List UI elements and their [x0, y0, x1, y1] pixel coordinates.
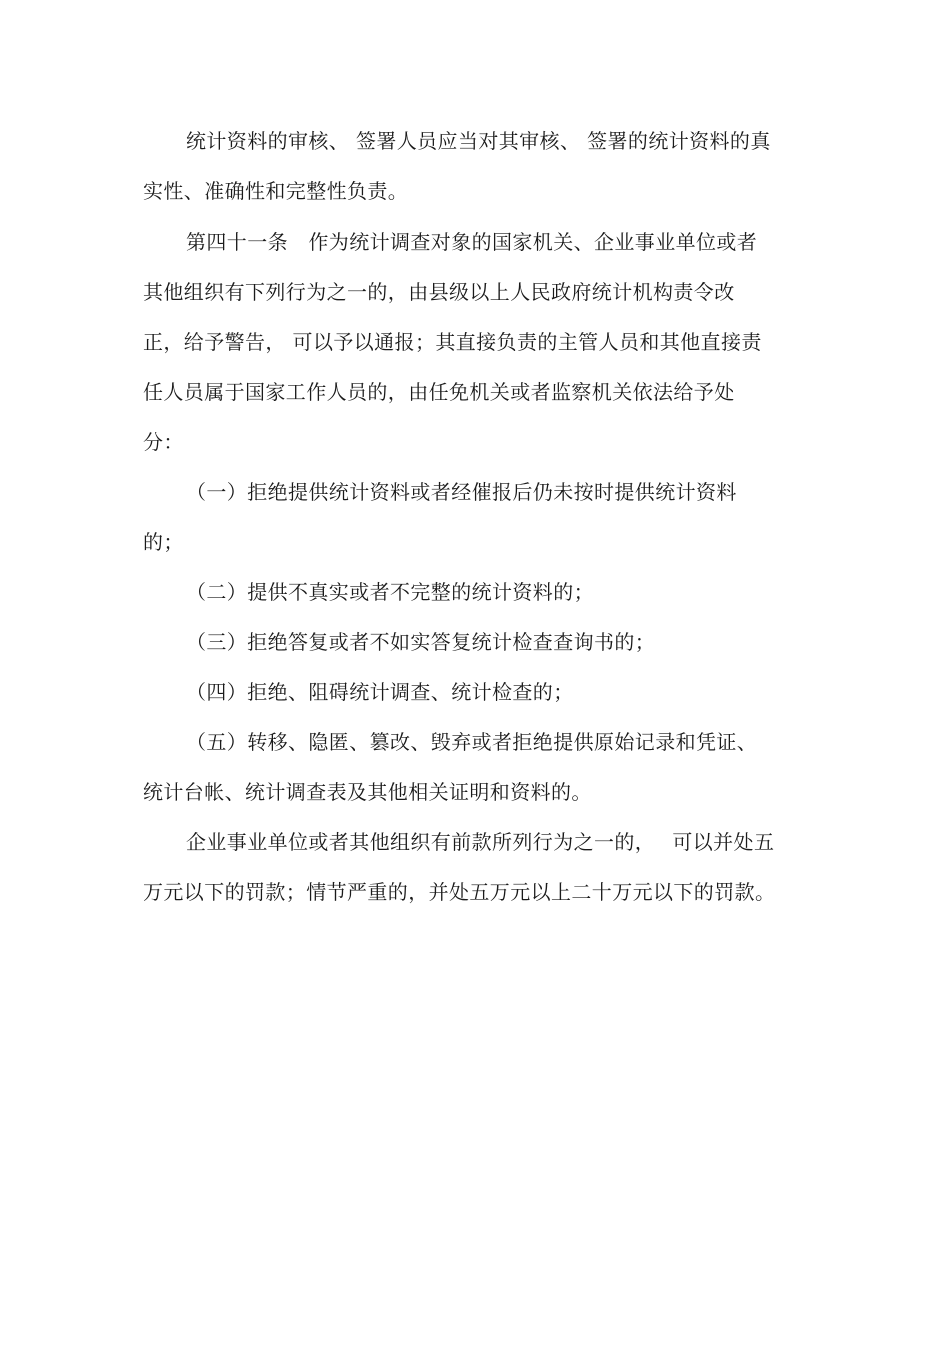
article-heading-line: 第四十一条 作为统计调查对象的国家机关、企业事业单位或者	[186, 230, 758, 254]
text-line: 的；	[143, 530, 184, 554]
list-item-line: （一）拒绝提供统计资料或者经催报后仍未按时提供统计资料	[186, 480, 737, 504]
list-item-line: （三）拒绝答复或者不如实答复统计检查查询书的；	[186, 630, 656, 654]
list-item-line: （四）拒绝、阻碍统计调查、统计检查的；	[186, 680, 574, 704]
text-line: 统计台帐、统计调查表及其他相关证明和资料的。	[143, 780, 592, 804]
text-line: 企业事业单位或者其他组织有前款所列行为之一的， 可以并处五	[186, 830, 775, 854]
text-line: 实性、准确性和完整性负责。	[143, 179, 409, 203]
text-line: 分：	[143, 430, 184, 454]
text-line: 统计资料的审核、 签署人员应当对其审核、 签署的统计资料的真	[186, 129, 771, 153]
list-item-line: （二）提供不真实或者不完整的统计资料的；	[186, 580, 594, 604]
text-line: 正，给予警告， 可以予以通报；其直接负责的主管人员和其他直接责	[143, 330, 762, 354]
text-line: 任人员属于国家工作人员的，由任免机关或者监察机关依法给予处	[143, 380, 735, 404]
list-item-line: （五）转移、隐匿、篡改、毁弃或者拒绝提供原始记录和凭证、	[186, 730, 758, 754]
text-line: 万元以下的罚款；情节严重的，并处五万元以上二十万元以下的罚款。	[143, 880, 776, 904]
text-line: 其他组织有下列行为之一的，由县级以上人民政府统计机构责令改	[143, 280, 735, 304]
